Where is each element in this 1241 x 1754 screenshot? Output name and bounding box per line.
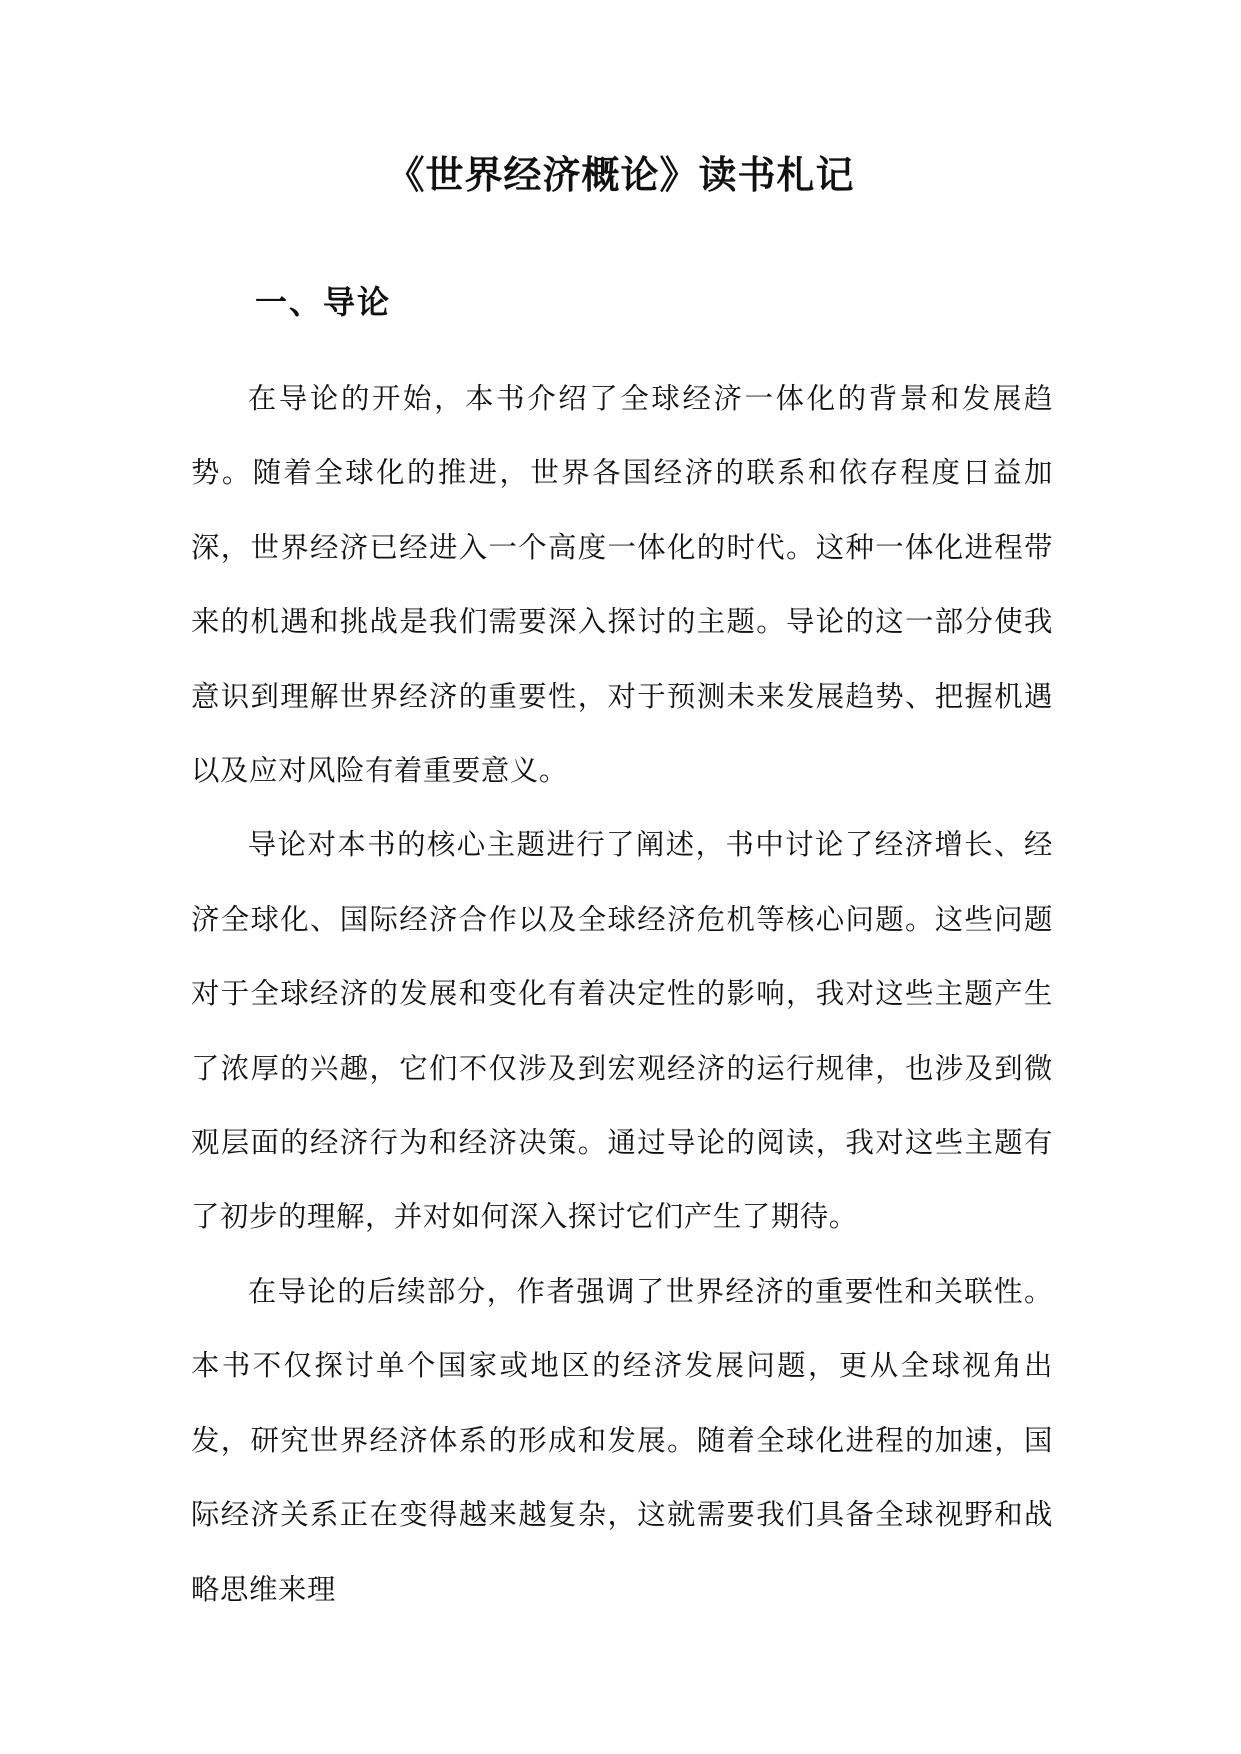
document-title: 《世界经济概论》读书札记 (386, 152, 855, 197)
section-heading: 一、导论 (255, 283, 392, 321)
paragraph: 在导论的后续部分，作者强调了世界经济的重要性和关联性。本书不仅探讨单个国家或地区的经济发展问题，更从全球视角出发，研究世界经济体系的形成和发展。随着全球化进程的加速，国际经济关系正在变得越来越复杂，这就需要我们具备全球视野和战略思维来理 (191, 1274, 1053, 1606)
document-body (191, 362, 1053, 1627)
paragraph: 导论对本书的核心主题进行了阐述，书中讨论了经济增长、经济全球化、国际经济合作以及全球经济危机等核心问题。这些问题对于全球经济的发展和变化有着决定性的影响，我对这些主题产生了浓厚的兴趣，它们不仅涉及到宏观经济的运行规律，也涉及到微观层面的经济行为和经济决策。通过导论的阅读，我对这些主题有了初步的理解，并对如何深入探讨它们产生了期待。 (191, 828, 1053, 1234)
paragraph: 在导论的开始，本书介绍了全球经济一体化的背景和发展趋势。随着全球化的推进，世界各国经济的联系和依存程度日益加深，世界经济已经进入一个高度一体化的时代。这种一体化进程带来的机遇和挑战是我们需要深入探讨的主题。导论的这一部分使我意识到理解世界经济的重要性，对于预测未来发展趋势、把握机遇以及应对风险有着重要意义。 (191, 382, 1053, 788)
